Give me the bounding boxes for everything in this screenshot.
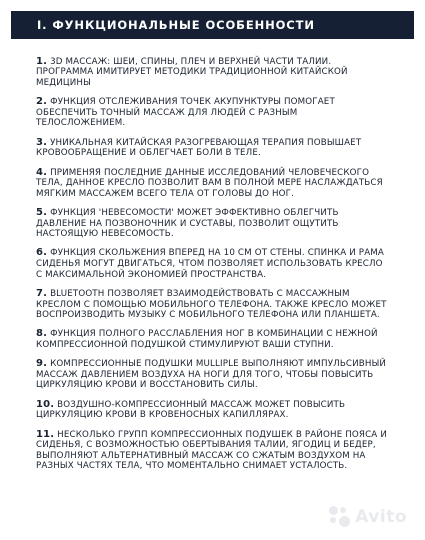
feature-number: 3. — [36, 136, 48, 148]
feature-item — [36, 289, 388, 321]
feature-text: ФУНКЦИЯ ОТСЛЕЖИВАНИЯ ТОЧЕК АКУПУНКТУРЫ ПОМОГАЕТ ОБЕСПЕЧИТЬ ТОЧНЫЙ МАССАЖ ДЛЯ ЛЮДЕЙ С РАЗНЫМ ТЕЛОСЛОЖЕНИЕМ. — [36, 97, 335, 129]
feature-item — [36, 97, 388, 129]
feature-number: 2. — [36, 96, 48, 108]
feature-text: НЕСКОЛЬКО ГРУПП КОМПРЕССИОННЫХ ПОДУШЕК В РАЙОНЕ ПОЯСА И СИДЕНЬЯ, С ВОЗМОЖНОСТЬЮ ОБЕРТЫВАНИЯ ТАЛИИ, ЯГОДИЦ И БЕДЕР, ВЫПОЛНЯЮТ АЛЬТЕРНАТИВНЫЙ МАССАЖ СО СЖАТЫМ ВОЗДУХОМ НА РАЗНЫХ ЧАСТЯХ ТЕЛА, ЧТО МОМЕНТАЛЬНО СНИМАЕТ УСТАЛОСТЬ. — [36, 429, 387, 472]
feature-number: 5. — [36, 206, 48, 218]
feature-number: 6. — [36, 247, 48, 259]
feature-text: ФУНКЦИЯ ПОЛНОГО РАССЛАБЛЕНИЯ НОГ В КОМБИНАЦИИ С НЕЖНОЙ КОМПРЕССИОННОЙ ПОДУШКОЙ СТИМУЛИРУЮТ ВАШИ СТУПНИ. — [36, 329, 378, 350]
feature-text: 3D МАССАЖ: ШЕИ, СПИНЫ, ПЛЕЧ И ВЕРХНЕЙ ЧАСТИ ТАЛИИ. ПРОГРАММА ИМИТИРУЕТ МЕТОДИКИ ТРАДИЦИОННОЙ КИТАЙСКОЙ МЕДИЦИНЫ — [36, 56, 348, 88]
feature-item — [36, 359, 388, 391]
avito-watermark — [329, 506, 407, 528]
feature-item — [36, 329, 388, 350]
feature-item — [36, 400, 388, 421]
feature-number: 4. — [36, 166, 48, 178]
feature-text: ВОЗДУШНО-КОМПРЕССИОННЫЙ МАССАЖ МОЖЕТ ПОВЫСИТЬ ЦИРКУЛЯЦИЮ КРОВИ В КРОВЕНОСНЫХ КАПИЛЛЯРАХ. — [36, 399, 346, 421]
feature-item — [36, 138, 388, 159]
feature-number: 10. — [36, 398, 55, 410]
feature-item — [36, 57, 388, 89]
feature-text: КОМПРЕССИОННЫЕ ПОДУШКИ MULLIPLE ВЫПОЛНЯЮТ ИМПУЛЬСИВНЫЙ МАССАЖ ДАВЛЕНИЕМ ВОЗДУХА НА НОГИ ДЛЯ ТОГО, ЧТОБЫ ПОВЫСИТЬ ЦИРКУЛЯЦИЮ КРОВИ И ВОССТАНОВИТЬ СИЛЫ. — [36, 359, 387, 391]
avito-dots-icon — [329, 506, 351, 528]
feature-item — [36, 168, 388, 200]
watermark-text: Avito — [355, 507, 407, 527]
feature-text: УНИКАЛЬНАЯ КИТАЙСКАЯ РАЗОГРЕВАЮЩАЯ ТЕРАПИЯ ПОВЫШАЕТ КРОВООБРАЩЕНИЕ И ОБЛЕГЧАЕТ БОЛИ В ТЕЛЕ. — [36, 137, 362, 159]
feature-item — [36, 248, 388, 280]
section-title: I. ФУНКЦИОНАЛЬНЫЕ ОСОБЕННОСТИ — [37, 18, 315, 32]
feature-item — [36, 430, 388, 472]
section-header — [11, 11, 414, 39]
feature-text: ФУНКЦИЯ СКОЛЬЖЕНИЯ ВПЕРЕД НА 10 СМ ОТ СТЕНЫ. СПИНКА И РАМА СИДЕНЬЯ МОГУТ ДВИГАТЬСЯ, ЧТОМ ПОЗВОЛЯЕТ ИСПОЛЬЗОВАТЬ КРЕСЛО С МАКСИМАЛЬНОЙ ЭКОНОМИЕЙ ПРОСТРАНСТВА. — [36, 248, 385, 280]
feature-item — [36, 208, 388, 240]
feature-number: 8. — [36, 328, 48, 340]
feature-number: 11. — [36, 428, 55, 440]
feature-number: 1. — [36, 55, 48, 67]
feature-number: 9. — [36, 358, 48, 370]
feature-number: 7. — [36, 287, 48, 299]
feature-text: ФУНКЦИЯ 'НЕВЕСОМОСТИ' МОЖЕТ ЭФФЕКТИВНО ОБЛЕГЧИТЬ ДАВЛЕНИЕ НА ПОЗВОНОЧНИК И СУСТАВЫ, ПОЗВОЛИТ ОЩУТИТЬ НАСТОЯЩУЮ НЕВЕСОМОСТЬ. — [36, 207, 339, 240]
feature-list — [36, 48, 388, 480]
feature-text: BLUETOOTH ПОЗВОЛЯЕТ ВЗАИМОДЕЙСТВОВАТЬ С МАССАЖНЫМ КРЕСЛОМ С ПОМОЩЬЮ МОБИЛЬНОГО ТЕЛЕФОНА. ТАКЖЕ КРЕСЛО МОЖЕТ ВОСПРОИЗВОДИТЬ МУЗЫКУ С МОБИЛЬНОГО ТЕЛЕФОНА ИЛИ ПЛАНШЕТА. — [36, 288, 387, 321]
feature-text: ПРИМЕНЯЯ ПОСЛЕДНИЕ ДАННЫЕ ИССЛЕДОВАНИЙ ЧЕЛОВЕЧЕСКОГО ТЕЛА, ДАННОЕ КРЕСЛО ПОЗВОЛИТ ВАМ В ПОЛНОЙ МЕРЕ НАСЛАЖДАТЬСЯ МЯГКИМ МАССАЖЕМ ВСЕГО ТЕЛА ОТ ГОЛОВЫ ДО НОГ. — [36, 167, 383, 199]
